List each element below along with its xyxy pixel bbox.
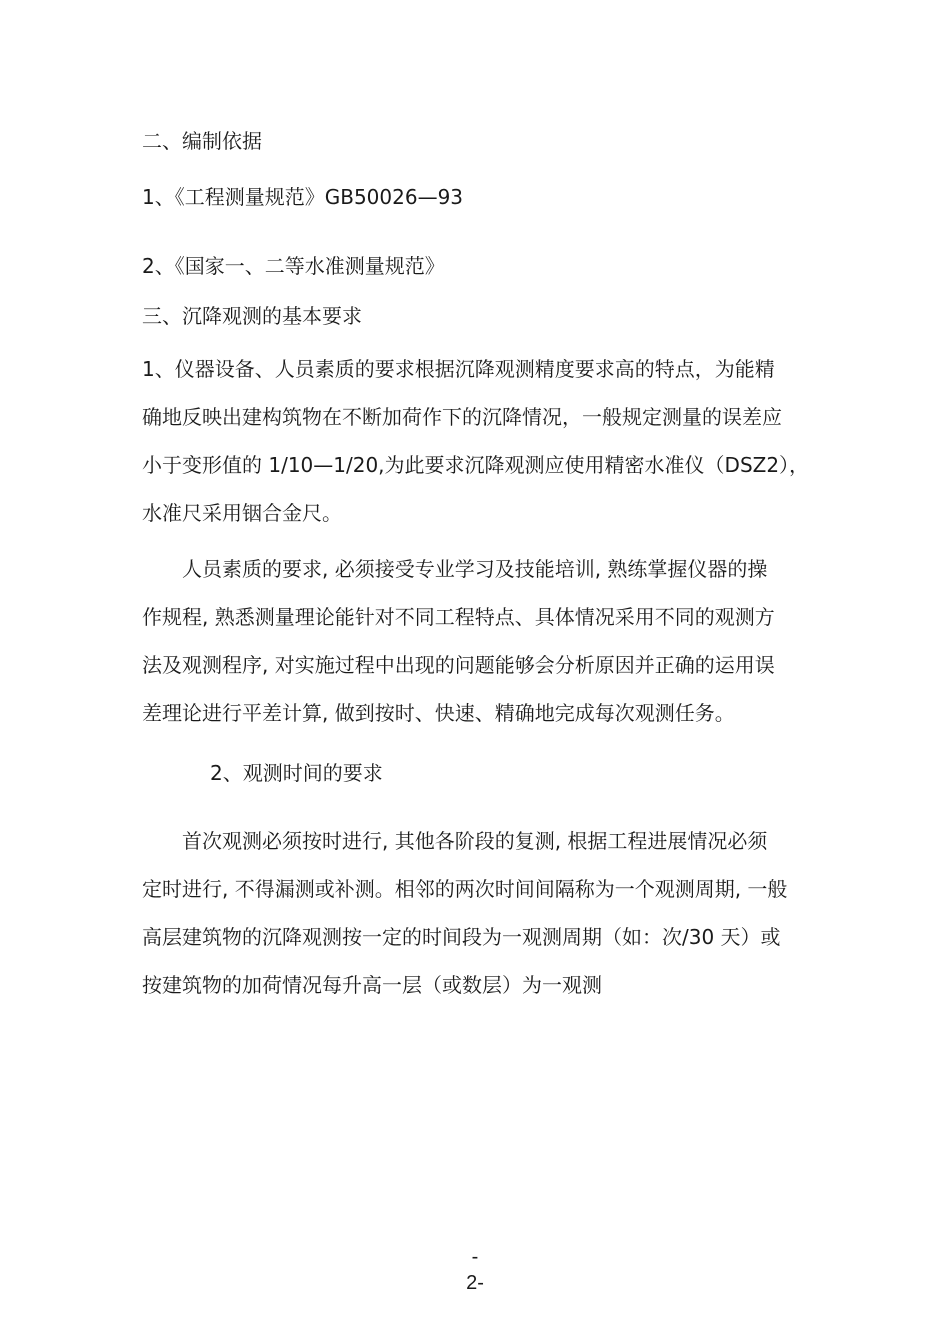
paragraph-line: 法及观测程序, 对实施过程中出现的问题能够会分析原因并正确的运用误 bbox=[142, 653, 775, 677]
basis-item-1: 1、《工程测量规范》GB50026—93 bbox=[142, 185, 464, 209]
paragraph-personnel bbox=[142, 556, 842, 748]
basis-item-2: 2、《国家一、二等水准测量规范》 bbox=[142, 254, 445, 278]
paragraph-line: 按建筑物的加荷情况每升高一层（或数层）为一观测 bbox=[142, 973, 602, 997]
heading-requirements: 三、沉降观测的基本要求 bbox=[142, 304, 362, 328]
page-footer-dash: - bbox=[471, 1246, 479, 1268]
paragraph-line: 人员素质的要求, 必须接受专业学习及技能培训, 熟练掌握仪器的操 bbox=[142, 557, 768, 581]
paragraph-line: 确地反映出建构筑物在不断加荷作下的沉降情况，一般规定测量的误差应 bbox=[142, 405, 782, 429]
paragraph-line: 小于变形值的 1/10—1/20,为此要求沉降观测应使用精密水准仪（DSZ2）， bbox=[142, 453, 810, 477]
paragraph-line: 作规程, 熟悉测量理论能针对不同工程特点、具体情况采用不同的观测方 bbox=[142, 605, 775, 629]
paragraph-equipment bbox=[142, 356, 842, 548]
paragraph-line: 定时进行, 不得漏测或补测。相邻的两次时间间隔称为一个观测周期, 一般 bbox=[142, 877, 788, 901]
paragraph-line: 高层建筑物的沉降观测按一定的时间段为一观测周期（如：次/30 天）或 bbox=[142, 925, 781, 949]
subheading-observation-time: 2、观测时间的要求 bbox=[210, 761, 383, 785]
paragraph-line: 首次观测必须按时进行, 其他各阶段的复测, 根据工程进展情况必须 bbox=[142, 829, 768, 853]
paragraph-line: 水准尺采用铟合金尺。 bbox=[142, 501, 342, 525]
page-number: 2- bbox=[466, 1272, 484, 1294]
paragraph-line: 1、仪器设备、人员素质的要求根据沉降观测精度要求高的特点，为能精 bbox=[142, 357, 775, 381]
paragraph-observation-time bbox=[142, 828, 842, 1020]
paragraph-line: 差理论进行平差计算, 做到按时、快速、精确地完成每次观测任务。 bbox=[142, 701, 735, 725]
heading-basis: 二、编制依据 bbox=[142, 129, 262, 153]
